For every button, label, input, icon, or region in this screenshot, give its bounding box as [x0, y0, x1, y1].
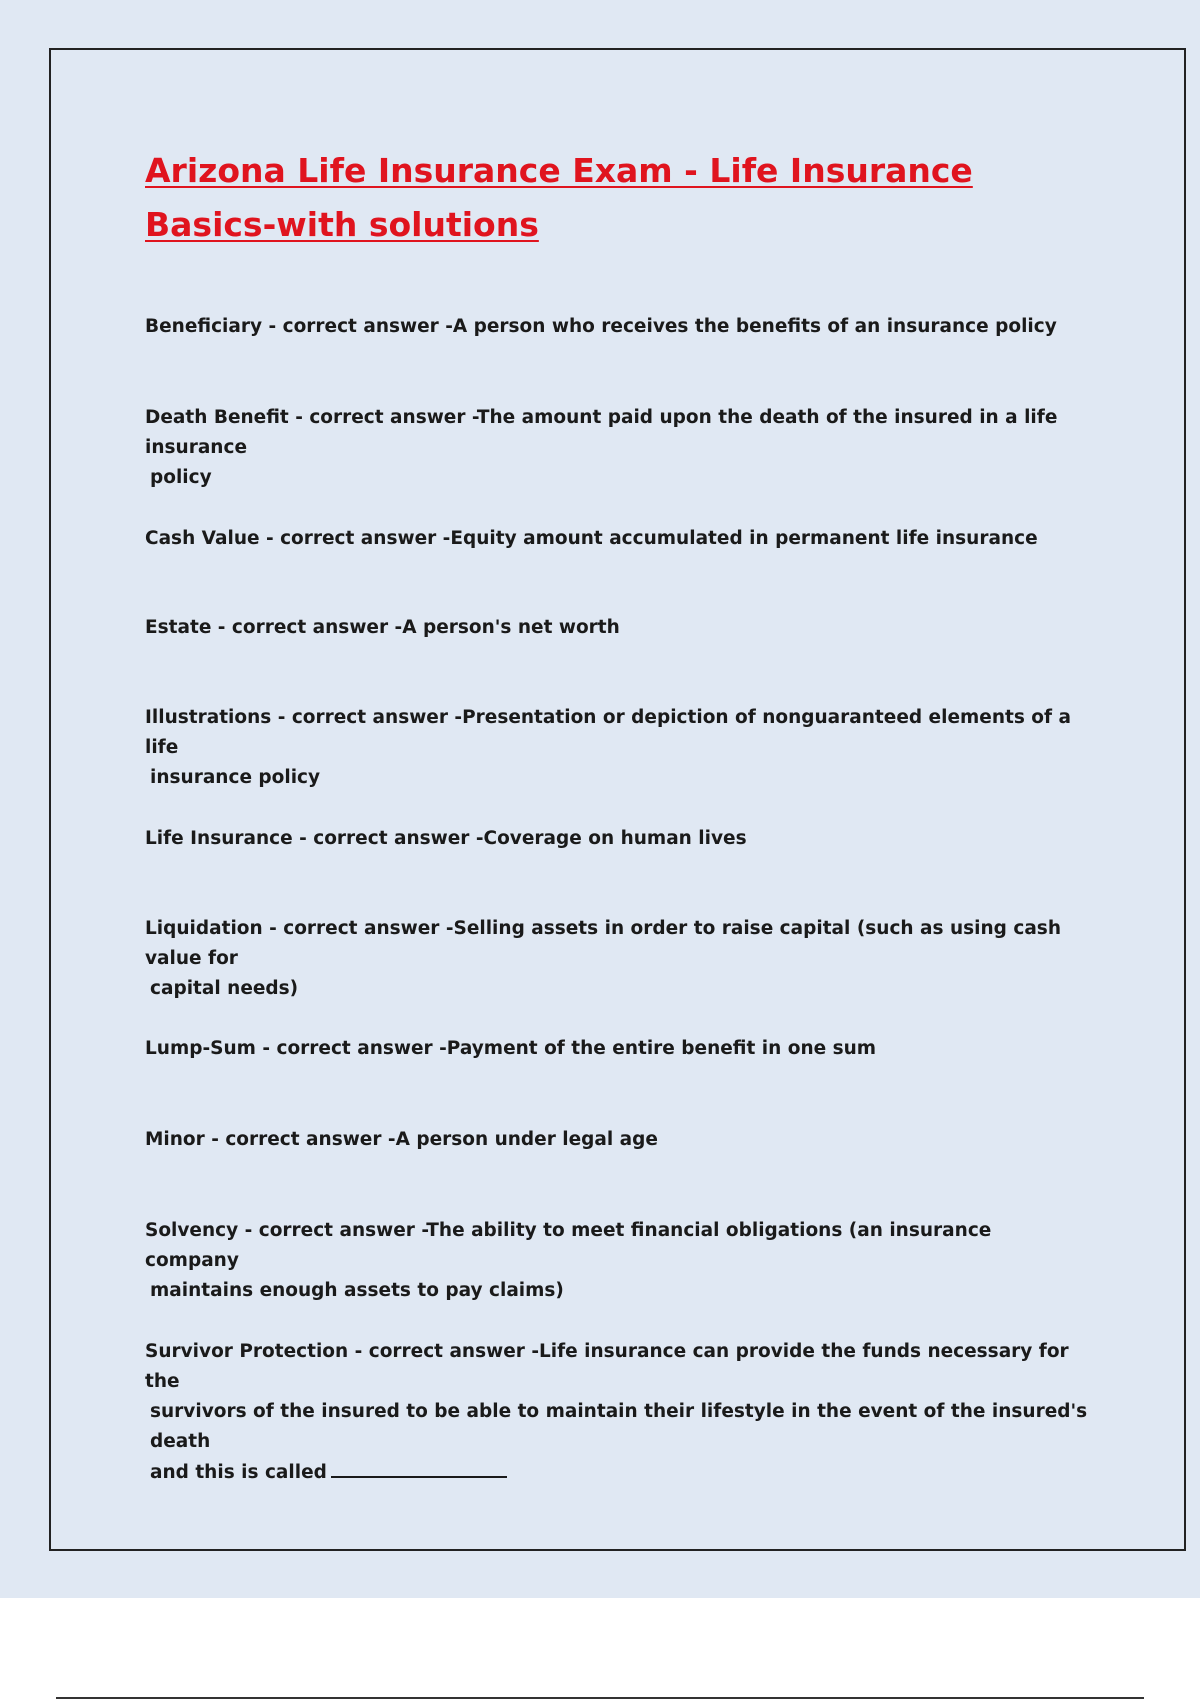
entry-line: Liquidation - correct answer -Selling assets in order to raise capital (such as using cash value for	[145, 918, 1061, 969]
qa-entry-minor	[145, 1125, 1090, 1155]
qa-entry-lump-sum	[145, 1034, 1090, 1064]
entry-line: and this is called	[150, 1462, 327, 1483]
entry-text: Life Insurance - correct answer -Coverage on human lives	[145, 828, 747, 849]
entry-text: Beneficiary - correct answer -A person who receives the benefits of an insurance policy	[145, 316, 1057, 337]
qa-entry-beneficiary	[145, 312, 1090, 342]
entry-text: Minor - correct answer -A person under legal age	[145, 1129, 658, 1150]
qa-entry-survivor-protection	[145, 1337, 1090, 1488]
entry-line: policy	[150, 467, 212, 488]
entry-line: maintains enough assets to pay claims)	[150, 1280, 564, 1301]
entry-line: Solvency - correct answer -The ability to meet financial obligations (an insurance company	[145, 1220, 992, 1271]
qa-entry-estate	[145, 613, 1090, 643]
qa-entry-life-insurance	[145, 824, 1090, 854]
entry-text: Estate - correct answer -A person's net worth	[145, 617, 620, 638]
qa-entry-solvency	[145, 1216, 1090, 1306]
entry-line-with-blank	[145, 1457, 1090, 1488]
entry-line: capital needs)	[150, 978, 299, 999]
entry-line: survivors of the insured to be able to maintain their lifestyle in the event of the insured's death	[150, 1401, 1088, 1452]
footer-divider	[56, 1697, 1144, 1699]
entry-line: Survivor Protection - correct answer -Life insurance can provide the funds necessary for the	[145, 1341, 1069, 1392]
qa-entry-liquidation	[145, 914, 1090, 1004]
entry-line: insurance policy	[150, 767, 321, 788]
entry-line: Illustrations - correct answer -Presentation or depiction of nonguaranteed elements of a life	[145, 707, 1071, 758]
entry-text: Cash Value - correct answer -Equity amount accumulated in permanent life insurance	[145, 528, 1038, 549]
qa-entry-illustrations	[145, 703, 1090, 793]
document-frame	[49, 48, 1186, 1551]
qa-entry-death-benefit	[145, 403, 1090, 493]
entry-line: Death Benefit - correct answer -The amount paid upon the death of the insured in a life insurance	[145, 407, 1058, 458]
entry-text: Lump-Sum - correct answer -Payment of the entire benefit in one sum	[145, 1038, 877, 1059]
answer-blank	[331, 1457, 507, 1478]
document-title: Arizona Life Insurance Exam - Life Insurance Basics-with solutions	[145, 151, 973, 244]
qa-entry-cash-value	[145, 524, 1090, 554]
